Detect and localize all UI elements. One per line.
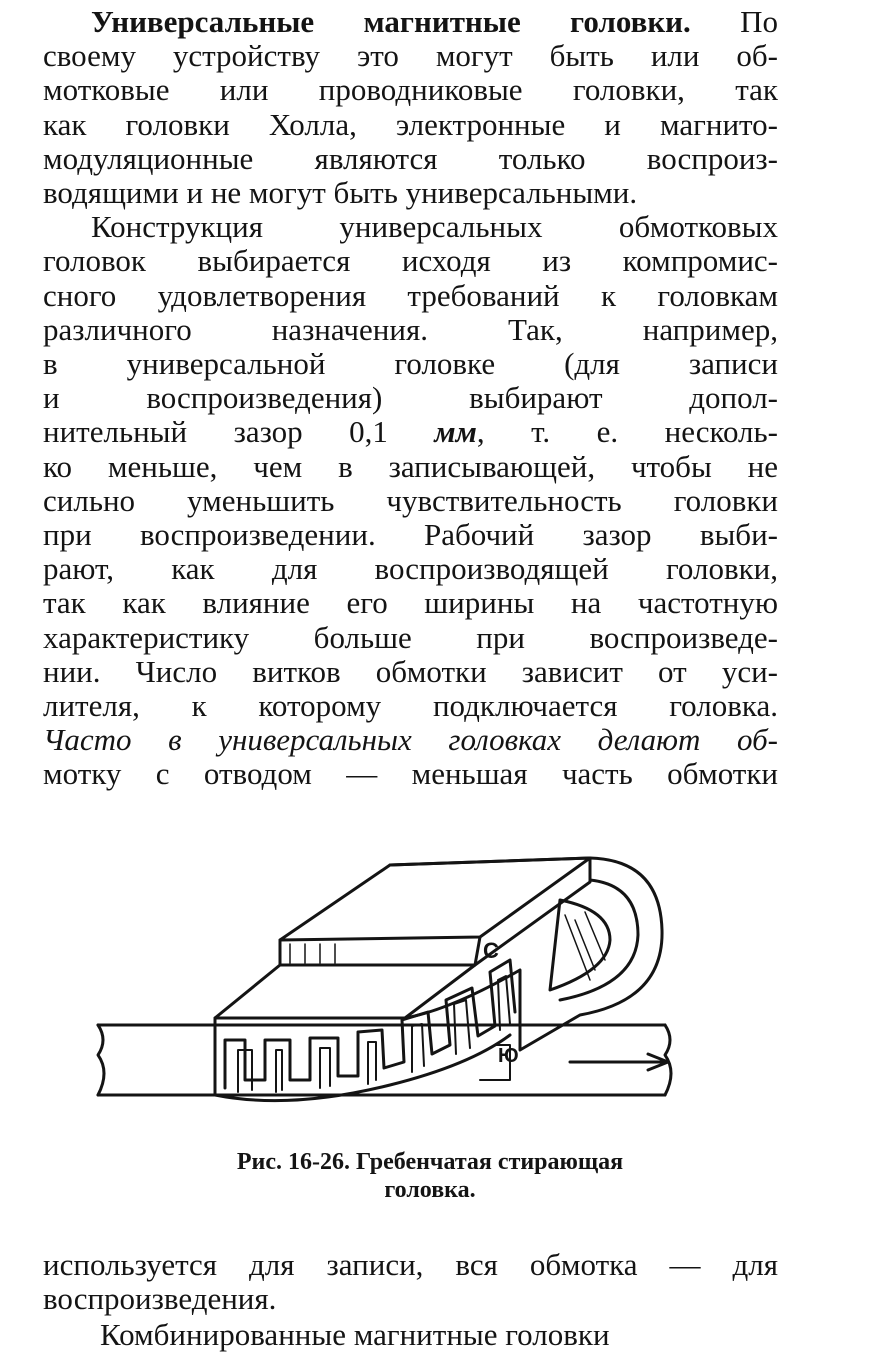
text-line: Универсальные магнитные головки. По (91, 4, 778, 39)
text-line: мотковые или проводниковые головки, так (43, 72, 778, 108)
text-line: различного назначения. Так, например, (43, 311, 778, 347)
core-loop-shading (550, 900, 610, 990)
tape-left-end (98, 1025, 104, 1095)
pole-label-top: С (483, 938, 499, 963)
text-line: модуляционные являются только воспроиз- (43, 140, 778, 176)
text-line: воспроизведения. (43, 1281, 277, 1317)
text-line: как головки Холла, электронные и магнито- (43, 106, 778, 142)
text-line: рают, как для воспроизводящей головки, (43, 551, 778, 587)
text-line: сильно уменьшить чувствительность головки (43, 482, 778, 518)
text-line: в универсальной головке (для записи (43, 346, 778, 382)
text-line: Часто в универсальных головках делают об- (43, 722, 778, 758)
text-line: характеристику больше при воспроизведе- (43, 619, 778, 655)
core-loop-outer (390, 858, 662, 1050)
paragraph-continuation (43, 1248, 778, 1316)
text-line: сного удовлетворения требований к головкам (43, 277, 778, 313)
upper-plate-side (280, 937, 480, 965)
comb-erase-head-illustration (90, 840, 730, 1120)
text-line: нительный зазор 0,1 мм, т. е. несколь- (43, 414, 778, 450)
text-line: при воспроизведении. Рабочий зазор выби- (43, 517, 778, 553)
text-line: и воспроизведения) выбирают допол- (43, 380, 778, 416)
pole-label-bottom: Ю (498, 1045, 519, 1067)
paragraph-universal-heads (43, 5, 778, 792)
text-line: мотку с отводом — меньшая часть обмотки (43, 756, 778, 792)
text-line: своему устройству это могут быть или об- (43, 38, 778, 74)
unit-mm: мм (434, 414, 477, 450)
text-line: нии. Число витков обмотки зависит от уси- (43, 653, 778, 689)
text-line: Конструкция универсальных обмотковых (91, 209, 778, 245)
section-heading: Универсальные магнитные головки. (91, 4, 691, 39)
text-line: водящими и не могут быть универсальными. (43, 175, 638, 211)
cut-off-line: Комбинированные магнитные головки (100, 1317, 610, 1352)
text-line: ко меньше, чем в записывающей, чтобы не (43, 448, 778, 484)
figure-caption: Рис. 16-26. Гребенчатая стирающая головка. (236, 1149, 624, 1203)
text-line: используется для записи, вся обмотка — для (43, 1247, 778, 1282)
text-line: головок выбирается исходя из компромис- (43, 243, 778, 279)
text-line: лителя, к которому подключается головка. (43, 688, 778, 724)
upper-plate-top (280, 858, 590, 940)
text-line: так как влияние его ширины на частотную (43, 585, 778, 621)
